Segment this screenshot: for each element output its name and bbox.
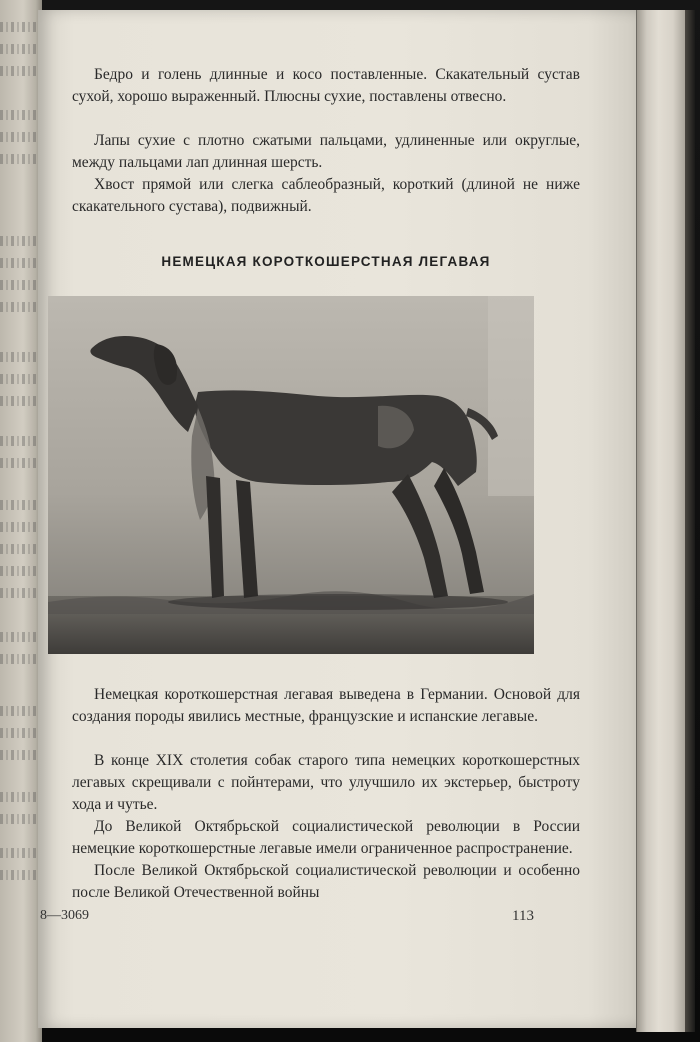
pointer-dog-illustration: [48, 296, 534, 654]
paragraph-origin: Немецкая короткошерстная легавая выведена в Германии. Основой для создания породы явились местные, французские и испанские легавые.: [72, 686, 580, 725]
paragraph-hind-legs: Бедро и голень длинные и косо поставленные. Скакательный сустав сухой, хорошо выраженный. Плюсны сухие, поставлены отвесно.: [72, 66, 580, 105]
paragraph-crossbreeding: В конце XIX столетия собак старого типа немецких короткошерстных легавых скрещивали с пойнтерами, что улучшило их экстерьер, быстроту хода и чутье.: [72, 752, 580, 813]
book-page: [38, 10, 636, 1028]
signature-mark: 8—3069: [40, 908, 89, 923]
paragraph-tail: Хвост прямой или слегка саблеобразный, короткий (длиной не ниже скакательного сустава), подвижный.: [72, 176, 580, 215]
paragraph-paws: Лапы сухие с плотно сжатыми пальцами, удлиненные или округлые, между пальцами лап длинная шерсть.: [72, 132, 580, 171]
paragraph-pre-revolution: До Великой Октябрьской социалистической революции в России немецкие короткошерстные легавые имели ограниченное распространение.: [72, 818, 580, 857]
section-heading: НЕМЕЦКАЯ КОРОТКОШЕРСТНАЯ ЛЕГАВАЯ: [161, 254, 491, 269]
book-fore-edge: [636, 10, 685, 1032]
previous-page-edge: [0, 0, 42, 1042]
page-number: 113: [512, 908, 534, 924]
paragraph-post-revolution: После Великой Октябрьской социалистической революции и особенно после Великой Отечественной войны: [72, 862, 580, 901]
dog-photo: [48, 296, 534, 654]
